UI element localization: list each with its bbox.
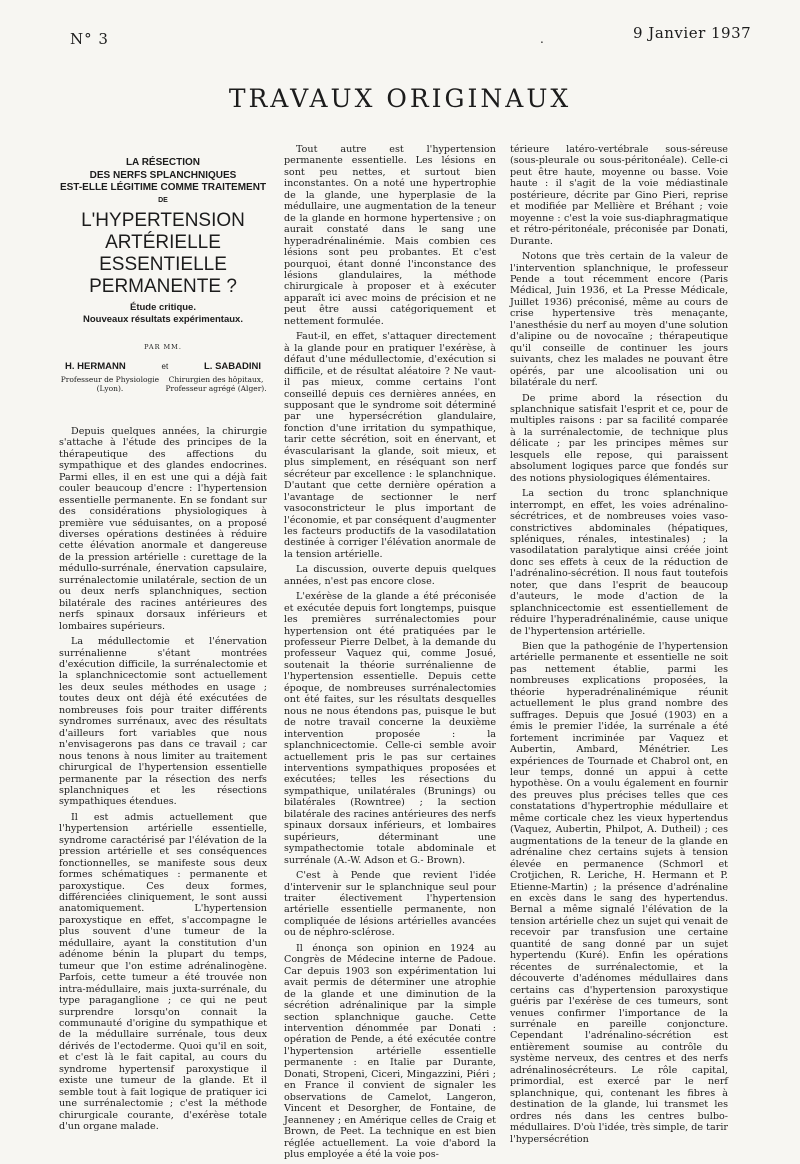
paragraph: La médullectomie et l'énervation surrénalienne s'étant montrées d'exécution difficile, la surrénalectomie et la splanchnicectomie sont actuellement les deux seules méthodes en usage ; toutes deux ont déjà été exécutées de nombreuses fois pour traiter différents syndromes surrénaux, avec des résultats d'ailleurs fort variables que nous n'envisagerons pas dans ce travail ; car nous tenons à nous limiter au traitement chirurgical de l'hypertension essentielle permanente par la résection des nerfs splanchniques et les résections sympathiques étendues.: [59, 636, 267, 808]
paragraph: Notons que très certain de la valeur de l'intervention splanchnique, le professeur Pende a tout récemment encore (Paris Médical, Juin 1936, et La Presse Médicale, Juillet 1936) préconisé, même au cours de crise hypertensive très menaçante, l'anesthésie du nerf au moyen d'une solution d'alipine ou de novocaïne ; thérapeutique qu'il conseille de continuer les jours suivants, chez les malades ne pouvant être opérés, par une alcoolisation uni ou bilatérale du nerf.: [510, 251, 728, 389]
paragraph: C'est à Pende que revient l'idée d'intervenir sur le splanchnique seul pour traiter électivement l'hypertension artérielle essentielle permanente, non compliquée de lésions artérielles avancées ou de néphro-sclérose.: [284, 870, 496, 939]
affiliations: [59, 375, 267, 394]
issue-date: 9 Janvier 1937: [633, 24, 752, 42]
title-line: ARTÉRIELLE ESSENTIELLE: [99, 232, 227, 275]
paragraph: La discussion, ouverte depuis quelques années, n'est pas encore close.: [284, 564, 496, 587]
paragraph: La section du tronc splanchnique interrompt, en effet, les voies adrénalino-sécrétrices, et de nombreuses voies vaso-constrictives abdominales (hépatiques, spléniques, rénales, intestinales) ; la vasodilatation paralytique ainsi créée joint donc ses effets à ceux de la réduction de l'adrénalino-sécrétion. Il nous faut toutefois noter, que dans l'esprit de beaucoup d'auteurs, le mode d'action de la splanchnicectomie est essentiellement de réduire l'hyperadrénalinémie, cause unique de l'hypertension artérielle.: [510, 488, 728, 637]
paragraph: Il énonça son opinion en 1924 au Congrès de Médecine interne de Padoue. Car depuis 1903 son expérimentation lui avait permis de déterminer une atrophie de la glande et une diminution de la sécrétion adrénalinique par la simple section splanchnique gauche. Cette intervention dénommée par Donati : opération de Pende, a été exécutée contre l'hypertension artérielle essentielle permanente : en Italie par Durante, Donati, Stropeni, Ciceri, Mingazzini, Piéri ; en France il convient de signaler les observations de Camelot, Langeron, Vincent et Desorgher, de Fontaine, de Jeanneney ; en Amérique celles de Craig et Brown, de Peet. La technique en est bien réglée actuellement. La voie d'abord la plus employée a été la voie pos-: [284, 942, 496, 1160]
author-1: H. HERMANN: [65, 361, 126, 373]
column-1-body: [59, 426, 267, 1133]
heading-kicker: [59, 157, 267, 207]
subtitle-line: Nouveaux résultats expérimentaux.: [83, 314, 243, 325]
section-title: TRAVAUX ORIGINAUX: [228, 84, 572, 113]
author-2: L. SABADINI: [204, 361, 261, 373]
paragraph: L'exérèse de la glande a été préconisée et exécutée depuis fort longtemps, puisque les premières surrénalectomies pour hypertension ont été pratiquées par le professeur Pierre Delbet, à la demande du professeur Vaquez qui, comme Josué, soutenait la théorie surrénalienne de l'hypertension essentielle. Depuis cette époque, de nombreuses surrénalectomies ont été faites, sur les résultats desquelles nous ne nous étendons pas, puisque le but de notre travail concerne la deuxième intervention proposée : la splanchnicectomie. Celle-ci semble avoir actuellement pris le pas sur certaines interventions sympathiques proposées et exécutées; telles les résections du sympathique, unilatérales (Brunings) ou bilatérales (Rowntree) ; la section bilatérale des racines antérieures des nerfs spinaux dorsaux inférieurs, et lombaires supérieurs, déterminant une sympathectomie totale abdominale et surrénale (A.-W. Adson et G.- Brown).: [284, 591, 496, 866]
byline-par: PAR MM.: [144, 343, 182, 351]
header-dot: .: [540, 32, 544, 46]
title-line: L'HYPERTENSION: [81, 210, 245, 231]
paragraph: Il est admis actuellement que l'hypertension artérielle essentielle, syndrome caractérisé par l'élévation de la pression artérielle et ses conséquences fonctionnelles, se manifeste sous deux formes schématiques : permanente et paroxystique. Ces deux formes, différenciées cliniquement, le sont aussi anatomiquement. L'hypertension paroxystique en effet, s'accompagne le plus souvent d'une tumeur de la médullaire, ayant la constitution d'un adénome bénin la plupart du temps, tumeur que l'on estime adrénalinogène. Parfois, cette tumeur a été trouvée non intra-médullaire, mais juxta-surrénale, du type paraganglione ; ce qui ne peut surprendre lorsqu'on connait la communauté d'origine du sympathique et de la médullaire surrénale, tous deux dérivés de l'ectoderme. Quoi qu'il en soit, et c'est là le fait capital, au cours du syndrome hypertensif paroxystique il existe une tumeur de la glande. Et il semble tout à fait logique de pratiquer ici une surrénalectomie ; c'est la méthode chirurgicale courante, d'exérèse totale d'un organe malade.: [59, 811, 267, 1133]
article-title: [59, 210, 267, 298]
affiliation-2: Chirurgien des hôpitaux, Professeur agrégé (Alger).: [165, 374, 267, 394]
heading-line: DES NERFS SPLANCHNIQUES: [89, 169, 237, 181]
column-3: [510, 144, 728, 1149]
heading-line: LA RÉSECTION: [125, 157, 201, 168]
heading-line: EST-ELLE LÉGITIME COMME TRAITEMENT: [59, 182, 267, 193]
paragraph: Tout autre est l'hypertension permanente essentielle. Les lésions en sont peu nettes, et surtout bien inconstantes. On a noté une hypertrophie de la glande, une hyperplasie de la médullaire, une augmentation de la teneur de la glande en hormone hypertensive ; on aurait constaté dans le sang une hyperadrénalinémie. Mais combien ces lésions sont peu probantes. Et c'est pourquoi, étant donné l'inconstance des lésions glandulaires, la méthode chirurgicale à proposer et à exécuter apparaît ici avec moins de précision et ne peut être aussi catégoriquement et nettement formulée.: [284, 144, 496, 327]
author-et: et: [161, 362, 169, 372]
title-line: PERMANENTE ?: [89, 276, 237, 297]
authors: [59, 361, 267, 372]
paragraph: térieure latéro-vertébrale sous-séreuse (sous-pleurale ou sous-péritonéale). Celle-ci peut être haute, moyenne ou basse. Voie haute : il s'agit de la voie médiastinale postérieure, décrite par Gino Pieri, reprise et modifiée par Mellière et Bréhant ; voie moyenne : c'est la voie sus-diaphragmatique et rétro-péritonéale, préconisée par Donati, Durante.: [510, 144, 728, 247]
paragraph: Depuis quelques années, la chirurgie s'attache à l'étude des principes de la thérapeutique des affections du sympathique et des glandes endocrines. Parmi elles, il en est une qui a déjà fait couler beaucoup d'encre : l'hypertension essentielle permanente. En se fondant sur des considérations physiologiques à première vue séduisantes, on a proposé diverses opérations destinées à réduire cette élévation anormale et dangereuse de la pression artérielle : curettage de la médullo-surrénale, énervation capsulaire, surrénalectomie unilatérale, section de un ou deux nerfs splanchniques, section bilatérale des racines antérieures des nerfs spinaux dorsaux inférieurs et lombaires supérieurs.: [59, 425, 267, 632]
paragraph: Faut-il, en effet, s'attaquer directement à la glande pour en pratiquer l'exérèse, à défaut d'une médullectomie, d'exécution si difficile, et de résultat aléatoire ? Ne vaut-il pas mieux, comme certains l'ont conseillé depuis ces dernières années, en supposant que le syndrome soit déterminé par une hypersécrétion glandulaire, fonction d'une irritation du sympathique, tarir cette sécrétion, soit en énervant, et évascularisant la glande, soit mieux, et plus simplement, en réséquant son nerf sécréteur par excellence : le splanchnique. D'autant que cette dernière opération a l'avantage de sectionner le nerf vasoconstricteur le plus important de l'économie, et par conséquent d'augmenter les facteurs productifs de la vasodilatation destinée à corriger l'élévation anormale de la tension artérielle.: [284, 331, 496, 560]
paragraph: Bien que la pathogénie de l'hypertension artérielle permanente et essentielle ne soit pas nettement établie, parmi les nombreuses explications proposées, la théorie hyperadrénalinémique réunit actuellement le plus grand nombre des suffrages. Depuis que Josué (1903) en a émis le premier l'idée, la surrénale a été fortement incriminée par Vaquez et Aubertin, Ambard, Ménétrier. Les expériences de Tournade et Chabrol ont, en leur temps, donné un appui à cette hypothèse. On a voulu également en fournir des preuves plus précises telles que ces constatations d'hypertrophie médullaire et même corticale chez les vieux hypertendus (Vaquez, Aubertin, Philpot, A. Dutheil) ; ces augmentations de la teneur de la glande en adrénaline chez certains sujets à tension élevée en permanence (Schmorl et Crotjichen, R. Leriche, H. Hermann et P. Etienne-Martin) ; la présence d'adrénaline en excès dans le sang des hypertendus. Bernal a même signalé l'élévation de la tension artérielle chez un sujet qui venait de recevoir par transfusion une certaine quantité de sang donné par un sujet hypertendu (Kuré). Enfin les opérations récentes de surrénalectomie, et la découverte d'adénomes médullaires dans certains cas d'hypertension paroxystique guéris par l'exérèse de ces tumeurs, sont venues confirmer l'importance de la surrénale en pareille conjoncture. Cependant l'adrénalino-sécrétion est entièrement soumise au contrôle du système nerveux, des centres et des nerfs adrénalinosécréteurs. Le rôle capital, primordial, est exercé par le nerf splanchnique, qui, contenant les fibres à destination de la glande, lui transmet les ordres nés dans les centres bulbo-médullaires. D'où l'idée, très simple, de tarir l'hypersécrétion: [510, 641, 728, 1145]
column-2: [284, 144, 496, 1164]
article-heading: [59, 157, 267, 394]
column-1: [59, 145, 267, 1137]
affiliation-1: Professeur de Physiologie (Lyon).: [60, 374, 160, 394]
article-subtitle: [59, 302, 267, 326]
issue-number: N° 3: [70, 30, 109, 48]
heading-line: DE: [158, 196, 168, 204]
paragraph: De prime abord la résection du splanchnique satisfait l'esprit et ce, pour de multiples raisons : par sa facilité comparée à la surrénalectomie, de technique plus délicate ; par les principes mêmes sur lesquels elle repose, qui paraissent absolument logiques parce que fondés sur des notions physiologiques élémentaires.: [510, 392, 728, 484]
subtitle-line: Étude critique.: [130, 302, 196, 313]
